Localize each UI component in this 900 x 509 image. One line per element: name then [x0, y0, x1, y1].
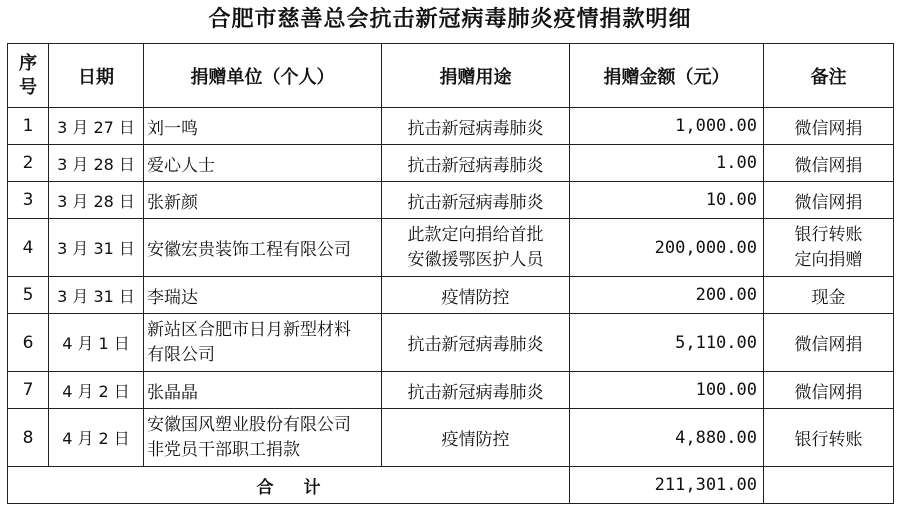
- cell-amount: 1,000.00: [570, 108, 764, 145]
- cell-donor: 安徽宏贵装饰工程有限公司: [144, 219, 382, 277]
- cell-purpose: 抗击新冠病毒肺炎: [382, 108, 570, 145]
- page-title: 合肥市慈善总会抗击新冠病毒肺炎疫情捐款明细: [208, 7, 692, 32]
- header-seq: [8, 44, 49, 108]
- cell-note: 银行转账: [764, 409, 894, 467]
- cell-note: 现金: [764, 277, 894, 314]
- cell-amount: 5,110.00: [570, 314, 764, 372]
- cell-amount: 4,880.00: [570, 409, 764, 467]
- cell-donor: [144, 314, 382, 372]
- cell-date: 3 月 31 日: [49, 277, 144, 314]
- cell-donor-line: 有限公司: [147, 344, 215, 365]
- cell-purpose: 疫情防控: [382, 409, 570, 467]
- cell-note: 微信网捐: [764, 372, 894, 409]
- cell-seq: 3: [8, 182, 49, 219]
- cell-note: 微信网捐: [764, 314, 894, 372]
- total-label: 合计: [8, 467, 570, 504]
- cell-purpose: 抗击新冠病毒肺炎: [382, 314, 570, 372]
- cell-seq: 8: [8, 409, 49, 467]
- header-seq-bottom: 号: [19, 76, 37, 98]
- cell-amount: 200,000.00: [570, 219, 764, 277]
- total-row: [8, 467, 894, 504]
- table-body: [8, 108, 894, 504]
- cell-donor: [144, 409, 382, 467]
- cell-amount: 10.00: [570, 182, 764, 219]
- cell-purpose: [382, 219, 570, 277]
- cell-note: 微信网捐: [764, 145, 894, 182]
- cell-donor-line: 非党员干部职工捐款: [147, 439, 300, 460]
- table-row: [8, 314, 894, 372]
- cell-seq: 7: [8, 372, 49, 409]
- cell-donor: 张晶晶: [144, 372, 382, 409]
- cell-donor-line: 安徽国风塑业股份有限公司: [147, 414, 351, 435]
- cell-note-line: 银行转账: [794, 224, 863, 245]
- table-row: [8, 182, 894, 219]
- table-row: [8, 219, 894, 277]
- cell-donor-line: 新站区合肥市日月新型材料: [147, 319, 351, 340]
- table-row: [8, 108, 894, 145]
- cell-purpose-line: 此款定向捐给首批: [407, 224, 544, 245]
- header-donor: 捐赠单位（个人）: [144, 44, 382, 108]
- cell-purpose: 抗击新冠病毒肺炎: [382, 372, 570, 409]
- cell-date: 3 月 31 日: [49, 219, 144, 277]
- cell-date: 3 月 27 日: [49, 108, 144, 145]
- header-date: 日期: [49, 44, 144, 108]
- header-seq-top: 序: [19, 52, 37, 74]
- cell-purpose: 抗击新冠病毒肺炎: [382, 182, 570, 219]
- cell-purpose: 抗击新冠病毒肺炎: [382, 145, 570, 182]
- cell-date: 4 月 2 日: [49, 372, 144, 409]
- cell-note-line: 定向捐赠: [794, 249, 863, 270]
- header-row: [8, 44, 894, 108]
- cell-date: 3 月 28 日: [49, 182, 144, 219]
- total-note-empty: [764, 467, 894, 504]
- cell-donor: 李瑞达: [144, 277, 382, 314]
- header-purpose: 捐赠用途: [382, 44, 570, 108]
- cell-amount: 1.00: [570, 145, 764, 182]
- cell-seq: 1: [8, 108, 49, 145]
- cell-note: 微信网捐: [764, 182, 894, 219]
- cell-date: 4 月 2 日: [49, 409, 144, 467]
- cell-amount: 100.00: [570, 372, 764, 409]
- cell-seq: 2: [8, 145, 49, 182]
- cell-amount: 200.00: [570, 277, 764, 314]
- table-row: [8, 372, 894, 409]
- cell-seq: 4: [8, 219, 49, 277]
- donation-table: [7, 43, 894, 504]
- table-row: [8, 409, 894, 467]
- table-row: [8, 277, 894, 314]
- cell-purpose-line: 安徽援鄂医护人员: [407, 249, 544, 270]
- cell-date: 4 月 1 日: [49, 314, 144, 372]
- header-amount: 捐赠金额（元）: [570, 44, 764, 108]
- cell-note: 微信网捐: [764, 108, 894, 145]
- cell-donor: 张新颜: [144, 182, 382, 219]
- cell-seq: 5: [8, 277, 49, 314]
- cell-donor: 爱心人士: [144, 145, 382, 182]
- total-amount: 211,301.00: [570, 467, 764, 504]
- cell-donor: 刘一鸣: [144, 108, 382, 145]
- cell-date: 3 月 28 日: [49, 145, 144, 182]
- cell-note: [764, 219, 894, 277]
- cell-seq: 6: [8, 314, 49, 372]
- header-note: 备注: [764, 44, 894, 108]
- table-row: [8, 145, 894, 182]
- cell-purpose: 疫情防控: [382, 277, 570, 314]
